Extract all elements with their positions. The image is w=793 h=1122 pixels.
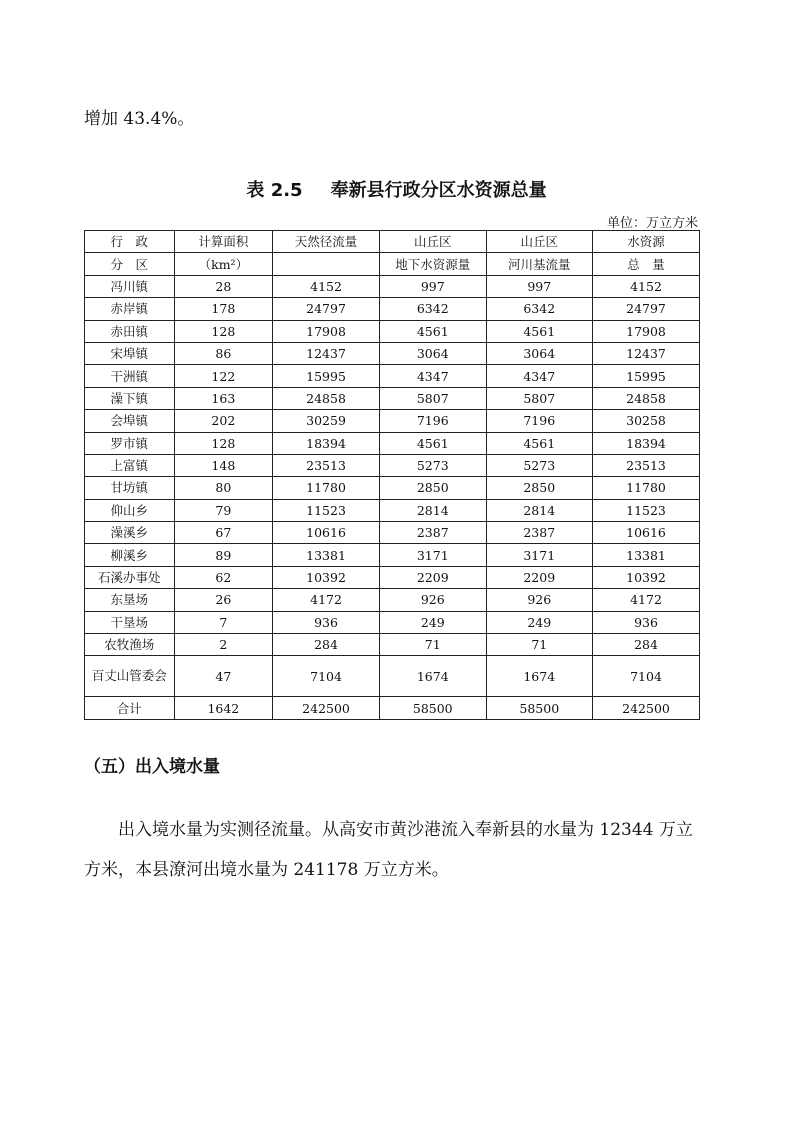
value-cell: 2387 — [380, 522, 487, 544]
table-row — [85, 611, 700, 633]
value-cell: 7196 — [380, 410, 487, 432]
value-cell: 3171 — [380, 544, 487, 566]
district-name-cell: 农牧渔场 — [85, 634, 175, 656]
value-cell: 5807 — [486, 387, 593, 409]
district-name-cell: 合计 — [85, 697, 175, 719]
value-cell: 128 — [174, 432, 272, 454]
value-cell: 10392 — [273, 566, 380, 588]
value-cell: 28 — [174, 275, 272, 297]
value-cell: 5807 — [380, 387, 487, 409]
district-name-cell: 干垦场 — [85, 611, 175, 633]
district-name-cell: 宋埠镇 — [85, 342, 175, 364]
value-cell: 89 — [174, 544, 272, 566]
value-cell: 17908 — [593, 320, 700, 342]
value-cell: 71 — [486, 634, 593, 656]
value-cell: 2850 — [486, 477, 593, 499]
value-cell: 284 — [273, 634, 380, 656]
value-cell: 4561 — [486, 432, 593, 454]
district-name-cell: 石溪办事处 — [85, 566, 175, 588]
value-cell: 4561 — [380, 320, 487, 342]
body-paragraph: 出入境水量为实测径流量。从高安市黄沙港流入奉新县的水量为 12344 万立方米，本县潦河出境水量为 241178 万立方米。 — [84, 820, 693, 880]
district-name-cell: 百丈山管委会 — [85, 656, 175, 697]
value-cell: 1642 — [174, 697, 272, 719]
value-cell: 128 — [174, 320, 272, 342]
table-row — [85, 342, 700, 364]
value-cell: 23513 — [273, 454, 380, 476]
value-cell: 249 — [380, 611, 487, 633]
value-cell: 163 — [174, 387, 272, 409]
value-cell: 11523 — [273, 499, 380, 521]
value-cell: 284 — [593, 634, 700, 656]
value-cell: 80 — [174, 477, 272, 499]
header-cell: 计算面积 — [174, 231, 272, 253]
value-cell: 13381 — [593, 544, 700, 566]
table-title — [0, 176, 793, 202]
value-cell: 17908 — [273, 320, 380, 342]
unit-note: 单位：万立方米 — [606, 216, 698, 231]
value-cell: 18394 — [273, 432, 380, 454]
value-cell: 2814 — [486, 499, 593, 521]
value-cell: 997 — [486, 275, 593, 297]
table-row — [85, 522, 700, 544]
value-cell: 5273 — [380, 454, 487, 476]
value-cell: 3171 — [486, 544, 593, 566]
table-row — [85, 298, 700, 320]
table-row — [85, 454, 700, 476]
header-cell: 水资源 — [593, 231, 700, 253]
value-cell: 242500 — [593, 697, 700, 719]
value-cell: 24858 — [273, 387, 380, 409]
value-cell: 30259 — [273, 410, 380, 432]
district-name-cell: 柳溪乡 — [85, 544, 175, 566]
value-cell: 4347 — [486, 365, 593, 387]
value-cell: 62 — [174, 566, 272, 588]
header-cell: 山丘区 — [486, 231, 593, 253]
value-cell: 30258 — [593, 410, 700, 432]
value-cell: 202 — [174, 410, 272, 432]
value-cell: 2209 — [486, 566, 593, 588]
value-cell: 23513 — [593, 454, 700, 476]
table-row — [85, 320, 700, 342]
value-cell: 4152 — [593, 275, 700, 297]
district-name-cell: 澡下镇 — [85, 387, 175, 409]
district-name-cell: 仰山乡 — [85, 499, 175, 521]
value-cell: 26 — [174, 589, 272, 611]
value-cell: 4172 — [273, 589, 380, 611]
value-cell: 926 — [486, 589, 593, 611]
value-cell: 6342 — [380, 298, 487, 320]
header-row — [85, 253, 700, 275]
district-name-cell: 干洲镇 — [85, 365, 175, 387]
value-cell: 4172 — [593, 589, 700, 611]
district-name-cell: 赤岸镇 — [85, 298, 175, 320]
value-cell: 3064 — [380, 342, 487, 364]
table-number: 表 2.5 — [246, 180, 303, 201]
section-heading: （五）出入境水量 — [84, 757, 220, 777]
value-cell: 11780 — [273, 477, 380, 499]
water-resources-table — [84, 230, 700, 720]
value-cell: 1674 — [380, 656, 487, 697]
value-cell: 997 — [380, 275, 487, 297]
value-cell: 7104 — [273, 656, 380, 697]
value-cell: 67 — [174, 522, 272, 544]
header-cell: 山丘区 — [380, 231, 487, 253]
value-cell: 1674 — [486, 656, 593, 697]
value-cell: 2850 — [380, 477, 487, 499]
table-row — [85, 275, 700, 297]
value-cell: 122 — [174, 365, 272, 387]
table-row — [85, 410, 700, 432]
value-cell: 11780 — [593, 477, 700, 499]
value-cell: 936 — [273, 611, 380, 633]
value-cell: 926 — [380, 589, 487, 611]
table-row — [85, 566, 700, 588]
value-cell: 24858 — [593, 387, 700, 409]
value-cell: 7 — [174, 611, 272, 633]
value-cell: 4561 — [486, 320, 593, 342]
value-cell: 18394 — [593, 432, 700, 454]
value-cell: 4347 — [380, 365, 487, 387]
value-cell: 2209 — [380, 566, 487, 588]
value-cell: 15995 — [273, 365, 380, 387]
value-cell: 12437 — [273, 342, 380, 364]
table-row — [85, 499, 700, 521]
value-cell: 6342 — [486, 298, 593, 320]
header-cell: 地下水资源量 — [380, 253, 487, 275]
value-cell: 24797 — [593, 298, 700, 320]
value-cell: 7104 — [593, 656, 700, 697]
value-cell: 11523 — [593, 499, 700, 521]
value-cell: 12437 — [593, 342, 700, 364]
table-name: 奉新县行政分区水资源总量 — [330, 180, 547, 201]
value-cell: 86 — [174, 342, 272, 364]
header-cell — [273, 253, 380, 275]
value-cell: 7196 — [486, 410, 593, 432]
value-cell: 24797 — [273, 298, 380, 320]
table-row — [85, 656, 700, 697]
table-row — [85, 589, 700, 611]
value-cell: 47 — [174, 656, 272, 697]
district-name-cell: 甘坊镇 — [85, 477, 175, 499]
header-cell: 行 政 — [85, 231, 175, 253]
header-cell: 总 量 — [593, 253, 700, 275]
table-row — [85, 634, 700, 656]
header-cell: 分 区 — [85, 253, 175, 275]
value-cell: 4561 — [380, 432, 487, 454]
value-cell: 10616 — [593, 522, 700, 544]
value-cell: 148 — [174, 454, 272, 476]
table-row — [85, 477, 700, 499]
value-cell: 178 — [174, 298, 272, 320]
intro-paragraph: 增加 43.4%。 — [84, 109, 195, 129]
value-cell: 2 — [174, 634, 272, 656]
table-body — [85, 231, 700, 720]
value-cell: 58500 — [380, 697, 487, 719]
value-cell: 10616 — [273, 522, 380, 544]
value-cell: 10392 — [593, 566, 700, 588]
value-cell: 15995 — [593, 365, 700, 387]
table-row — [85, 432, 700, 454]
value-cell: 4152 — [273, 275, 380, 297]
value-cell: 936 — [593, 611, 700, 633]
table-row — [85, 365, 700, 387]
value-cell: 249 — [486, 611, 593, 633]
header-row — [85, 231, 700, 253]
table-row — [85, 544, 700, 566]
value-cell: 3064 — [486, 342, 593, 364]
district-name-cell: 赤田镇 — [85, 320, 175, 342]
table-row — [85, 387, 700, 409]
value-cell: 242500 — [273, 697, 380, 719]
header-cell: 河川基流量 — [486, 253, 593, 275]
header-cell: 天然径流量 — [273, 231, 380, 253]
district-name-cell: 会埠镇 — [85, 410, 175, 432]
value-cell: 2814 — [380, 499, 487, 521]
value-cell: 13381 — [273, 544, 380, 566]
table-row — [85, 697, 700, 719]
value-cell: 71 — [380, 634, 487, 656]
district-name-cell: 罗市镇 — [85, 432, 175, 454]
header-cell: （km²） — [174, 253, 272, 275]
district-name-cell: 冯川镇 — [85, 275, 175, 297]
value-cell: 2387 — [486, 522, 593, 544]
district-name-cell: 上富镇 — [85, 454, 175, 476]
value-cell: 58500 — [486, 697, 593, 719]
district-name-cell: 东垦场 — [85, 589, 175, 611]
district-name-cell: 澡溪乡 — [85, 522, 175, 544]
value-cell: 5273 — [486, 454, 593, 476]
value-cell: 79 — [174, 499, 272, 521]
